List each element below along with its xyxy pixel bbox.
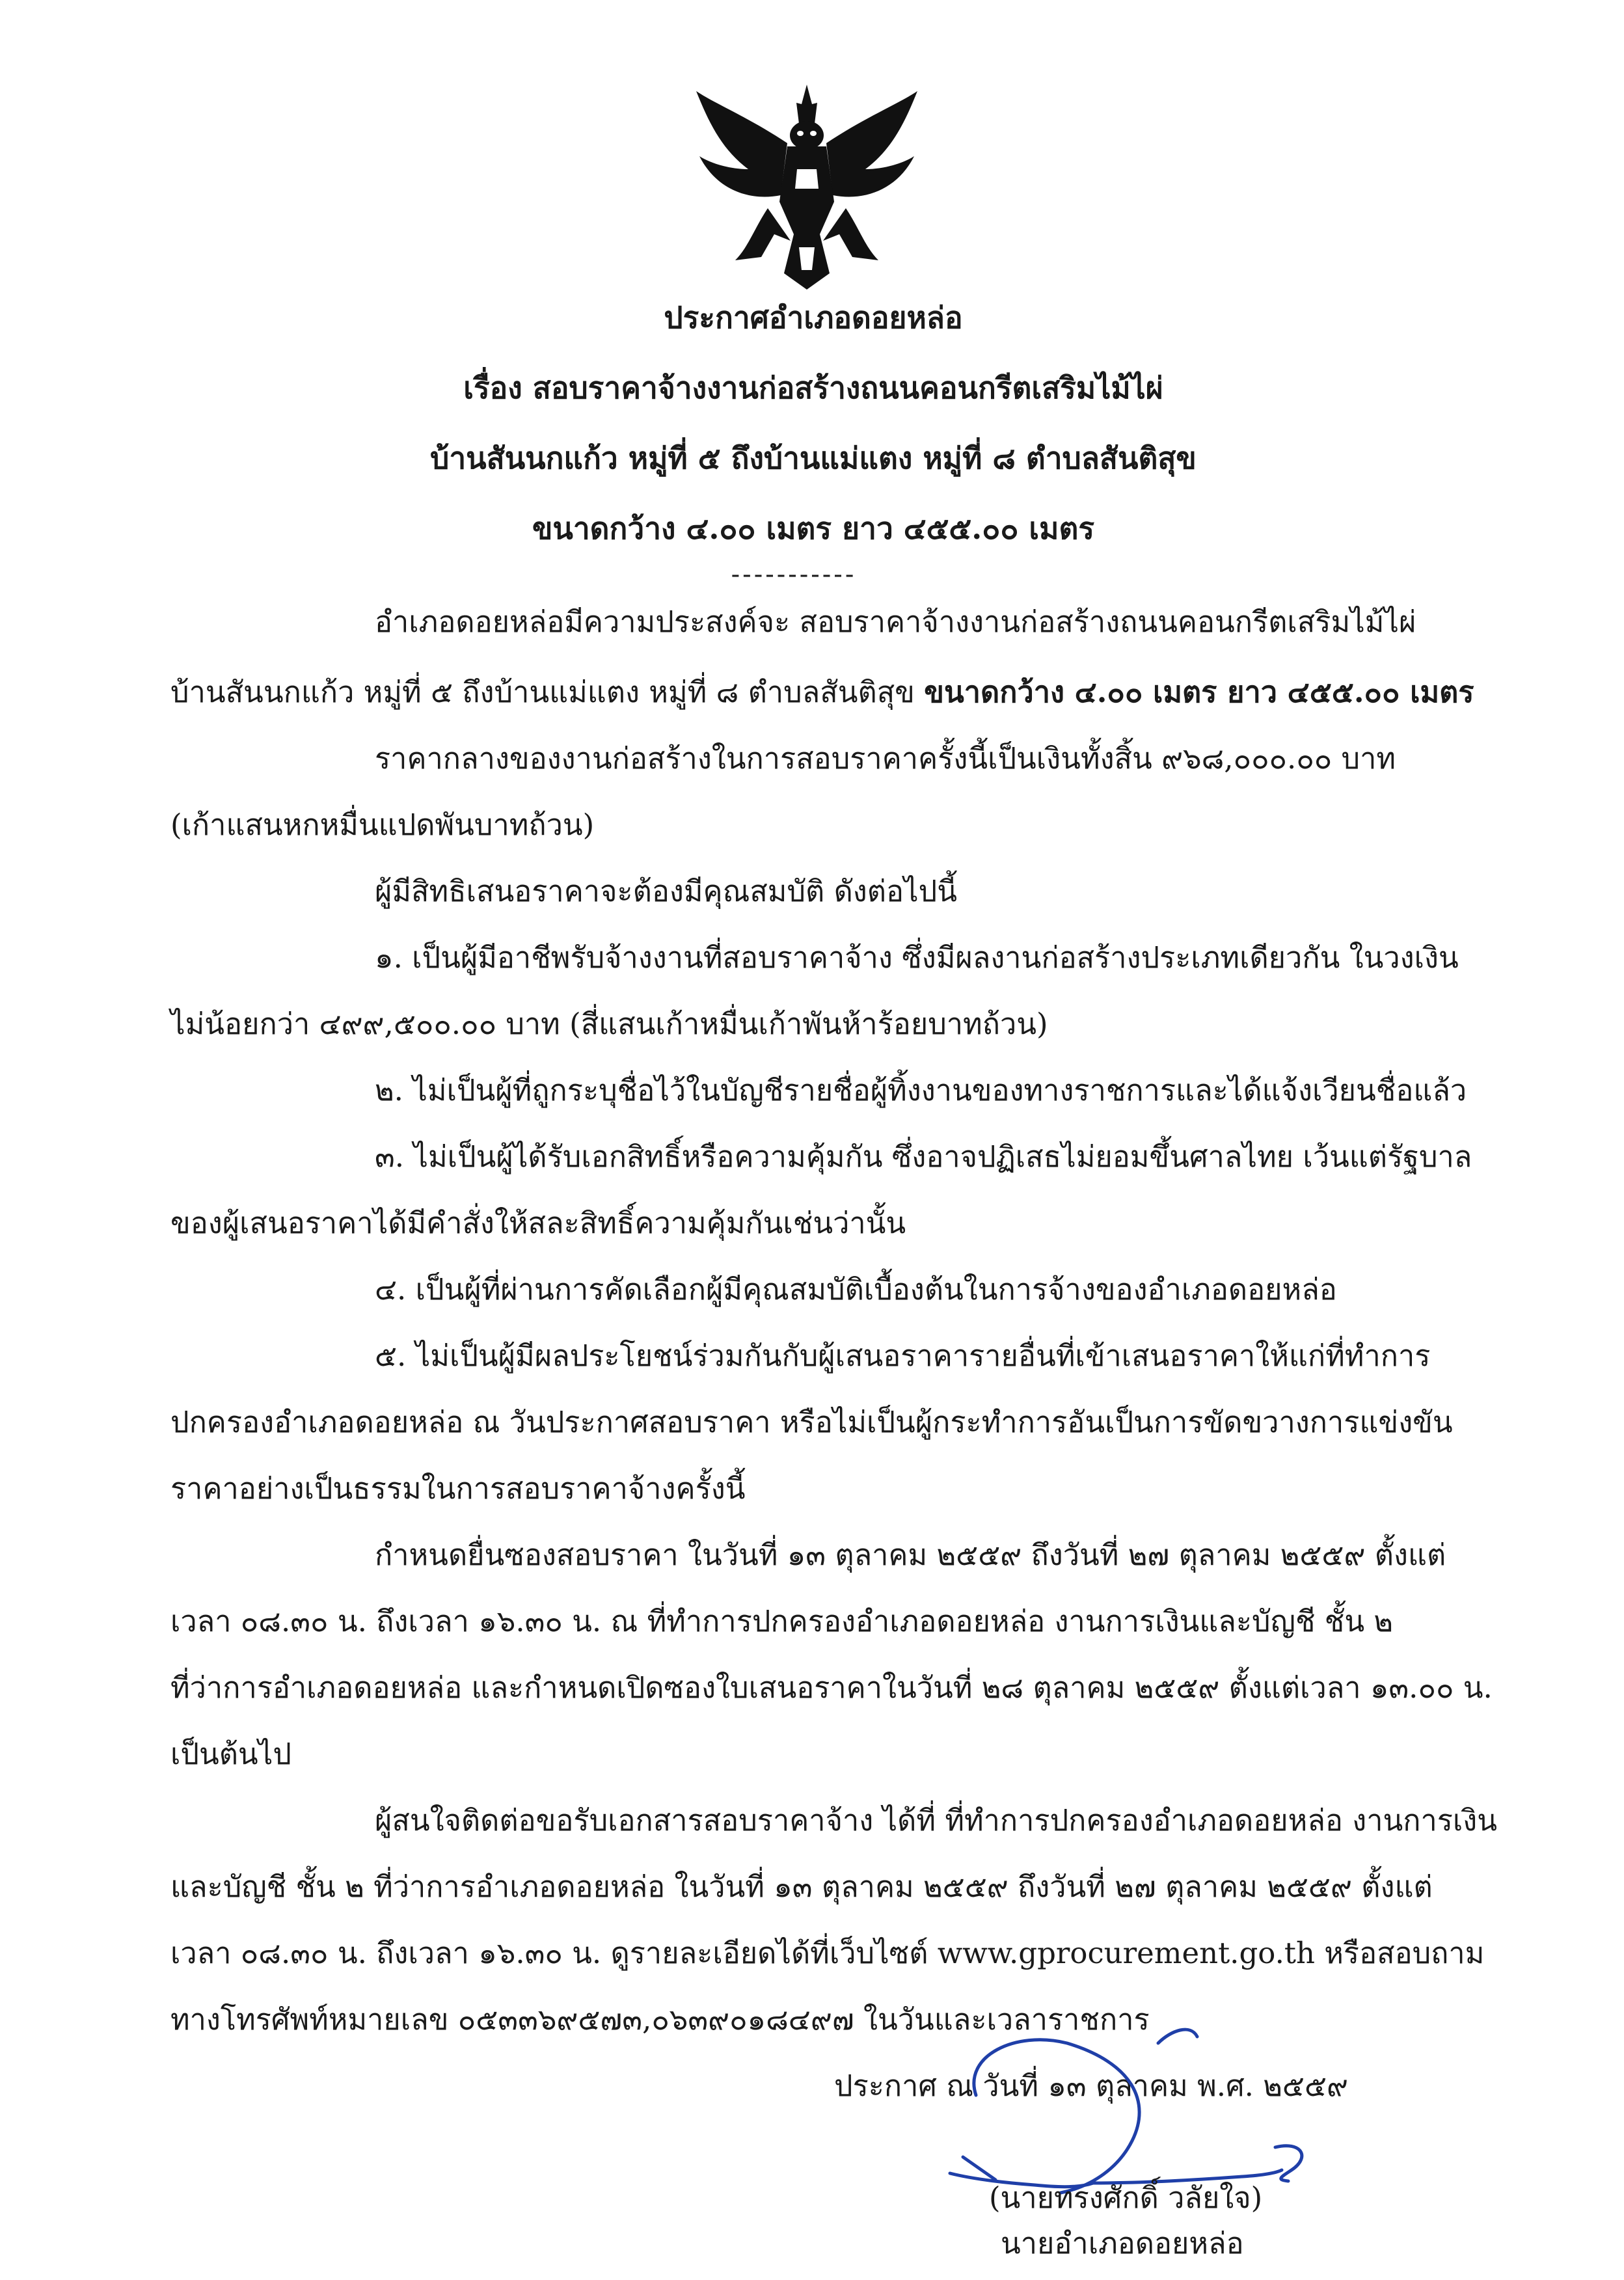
- qualification-5-line-3: ราคาอย่างเป็นธรรมในการสอบราคาจ้างครั้งนี้: [170, 1471, 746, 1506]
- paragraph-intro-line-2: [170, 674, 1474, 711]
- subject-line-2: บ้านสันนกแก้ว หมู่ที่ ๕ ถึงบ้านแม่แตง หมู่ที่ ๘ ตำบลสันติสุข: [430, 441, 1197, 476]
- paragraph-price-line-2: (เก้าแสนหกหมื่นแปดพันบาทถ้วน): [170, 808, 595, 842]
- paragraph-intro-line-1: อำเภอดอยหล่อมีความประสงค์จะ สอบราคาจ้างงานก่อสร้างถนนคอนกรีตเสริมไม้ไผ่: [375, 604, 1416, 639]
- intro-location-text: บ้านสันนกแก้ว หมู่ที่ ๕ ถึงบ้านแม่แตง หมู่ที่ ๘ ตำบลสันติสุข: [170, 675, 925, 709]
- paragraph-contact-line-4: ทางโทรศัพท์หมายเลข ๐๕๓๓๖๙๕๗๓,๐๖๓๙๐๑๘๔๙๗ ในวันและเวลาราชการ: [170, 2002, 1150, 2037]
- announcement-title: ประกาศอำเภอดอยหล่อ: [664, 300, 963, 335]
- announcement-date: ประกาศ ณ วันที่ ๑๓ ตุลาคม พ.ศ. ๒๕๕๙: [834, 2069, 1348, 2103]
- paragraph-contact-line-1: ผู้สนใจติดต่อขอรับเอกสารสอบราคาจ้าง ได้ที่ ที่ทำการปกครองอำเภอดอยหล่อ งานการเงิน: [375, 1803, 1498, 1838]
- intro-size-text: ขนาดกว้าง ๔.๐๐ เมตร ยาว ๔๕๕.๐๐ เมตร: [924, 675, 1474, 709]
- qualification-3-line-2: ของผู้เสนอราคาได้มีคำสั่งให้สละสิทธิ์ความคุ้มกันเช่นว่านั้น: [170, 1206, 906, 1240]
- qualification-1-line-1: ๑. เป็นผู้มีอาชีพรับจ้างงานที่สอบราคาจ้าง ซึ่งมีผลงานก่อสร้างประเภทเดียวกัน ในวงเงิน: [375, 940, 1459, 975]
- handwritten-signature-icon: [937, 2017, 1340, 2206]
- garuda-emblem-icon: [690, 78, 924, 293]
- paragraph-price-line-1: ราคากลางของงานก่อสร้างในการสอบราคาครั้งนี้เป็นเงินทั้งสิ้น ๙๖๘,๐๐๐.๐๐ บาท: [375, 741, 1396, 776]
- subject-line-3: ขนาดกว้าง ๔.๐๐ เมตร ยาว ๔๕๕.๐๐ เมตร: [532, 511, 1095, 546]
- subject-line-1: เรื่อง สอบราคาจ้างงานก่อสร้างถนนคอนกรีตเสริมไม้ไผ่: [463, 370, 1163, 405]
- signatory-name: (นายทรงศักดิ์ วลัยใจ): [989, 2180, 1263, 2215]
- paragraph-contact-line-2: และบัญชี ชั้น ๒ ที่ว่าการอำเภอดอยหล่อ ในวันที่ ๑๓ ตุลาคม ๒๕๕๙ ถึงวันที่ ๒๗ ตุลาคม ๒๕๕๙ ตั้งแต่: [170, 1869, 1433, 1904]
- qualification-1-line-2: ไม่น้อยกว่า ๔๙๙,๕๐๐.๐๐ บาท (สี่แสนเก้าหมื่นเก้าพันห้าร้อยบาทถ้วน): [170, 1007, 1048, 1041]
- paragraph-submission-line-4: เป็นต้นไป: [170, 1737, 291, 1771]
- qualification-5-line-1: ๕. ไม่เป็นผู้มีผลประโยชน์ร่วมกันกับผู้เสนอราคารายอื่นที่เข้าเสนอราคาให้แก่ที่ทำการ: [375, 1338, 1431, 1373]
- paragraph-qualifications-heading: ผู้มีสิทธิเสนอราคาจะต้องมีคุณสมบัติ ดังต่อไปนี้: [375, 874, 957, 908]
- signatory-title: นายอำเภอดอยหล่อ: [1001, 2226, 1244, 2260]
- qualification-2: ๒. ไม่เป็นผู้ที่ถูกระบุชื่อไว้ในบัญชีรายชื่อผู้ทิ้งงานของทางราชการและได้แจ้งเวียนชื่อแล้ว: [375, 1073, 1467, 1107]
- qualification-5-line-2: ปกครองอำเภอดอยหล่อ ณ วันประกาศสอบราคา หรือไม่เป็นผู้กระทำการอันเป็นการขัดขวางการแข่งขัน: [170, 1405, 1453, 1439]
- title-divider: -----------: [731, 560, 857, 590]
- paragraph-submission-line-2: เวลา ๐๘.๓๐ น. ถึงเวลา ๑๖.๓๐ น. ณ ที่ทำการปกครองอำเภอดอยหล่อ งานการเงินและบัญชี ชั้น ๒: [170, 1604, 1394, 1638]
- qualification-3-line-1: ๓. ไม่เป็นผู้ได้รับเอกสิทธิ์หรือความคุ้มกัน ซึ่งอาจปฏิเสธไม่ยอมขึ้นศาลไทย เว้นแต่รัฐบาล: [375, 1139, 1472, 1174]
- paragraph-contact-line-3: เวลา ๐๘.๓๐ น. ถึงเวลา ๑๖.๓๐ น. ดูรายละเอียดได้ที่เว็บไซต์ www.gprocurement.go.th หรือสอบถาม: [170, 1936, 1485, 1970]
- paragraph-submission-line-1: กำหนดยื่นซองสอบราคา ในวันที่ ๑๓ ตุลาคม ๒๕๕๙ ถึงวันที่ ๒๗ ตุลาคม ๒๕๕๙ ตั้งแต่: [375, 1538, 1446, 1572]
- qualification-4: ๔. เป็นผู้ที่ผ่านการคัดเลือกผู้มีคุณสมบัติเบื้องต้นในการจ้างของอำเภอดอยหล่อ: [375, 1272, 1337, 1307]
- paragraph-submission-line-3: ที่ว่าการอำเภอดอยหล่อ และกำหนดเปิดซองใบเสนอราคาในวันที่ ๒๘ ตุลาคม ๒๕๕๙ ตั้งแต่เวลา ๑๓.๐๐ น.: [170, 1670, 1493, 1705]
